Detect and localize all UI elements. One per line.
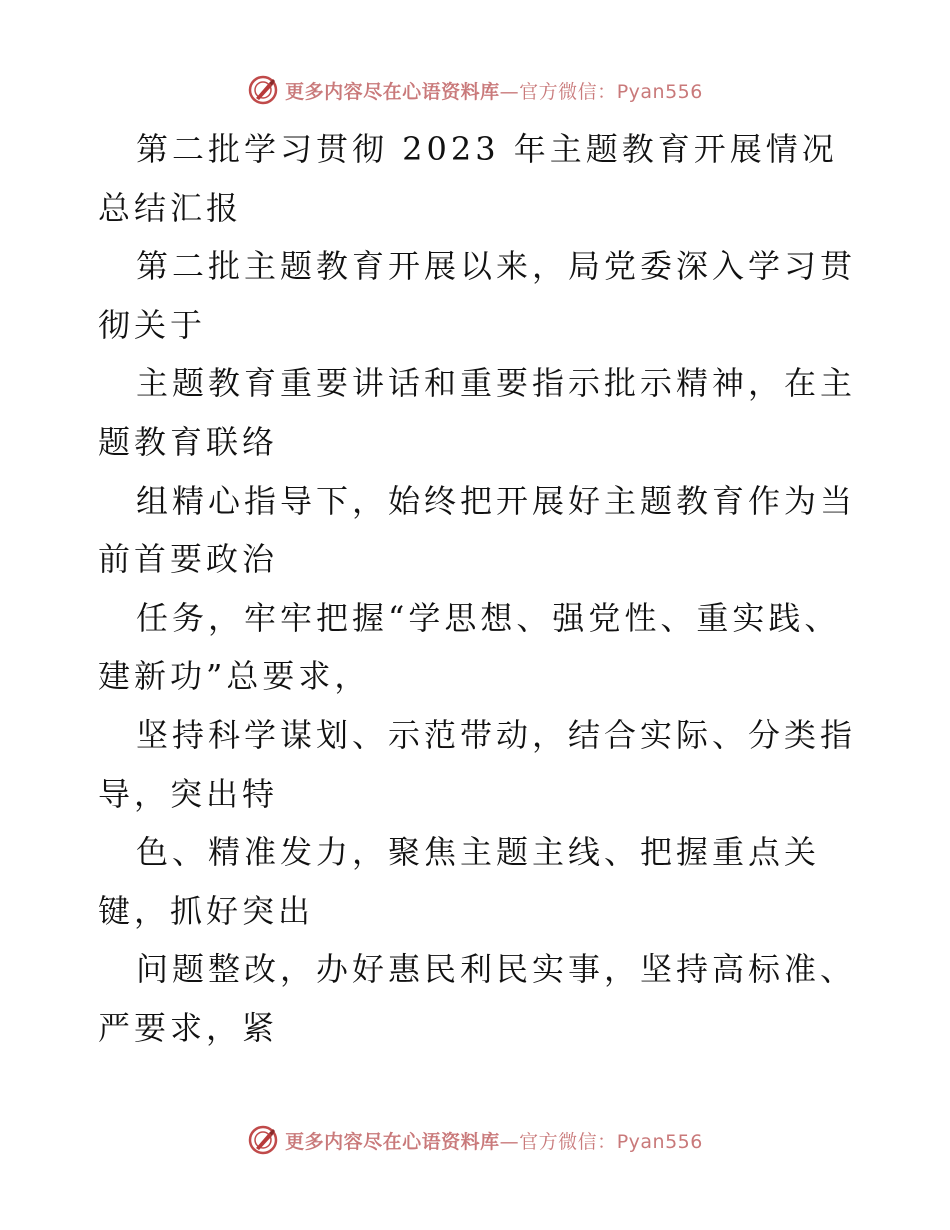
footer-banner-text: 更多内容尽在心语资料库—官方微信：Pyan556 — [285, 1130, 703, 1153]
pen-circle-icon — [247, 74, 279, 106]
header-banner — [0, 72, 950, 108]
paragraph: 主题教育重要讲话和重要指示批示精神，在主题教育联络 — [98, 364, 857, 461]
footer-banner — [0, 1122, 950, 1158]
paragraph: 坚持科学谋划、示范带动，结合实际、分类指导，突出特 — [98, 715, 857, 813]
paragraph: 任务，牢牢把握“学思想、强党性、重实践、建新功”总要求， — [98, 598, 841, 696]
paragraph: 问题整改，办好惠民利民实事，坚持高标准、严要求，紧 — [98, 950, 857, 1047]
paragraph: 第二批主题教育开展以来，局党委深入学习贯彻关于 — [98, 247, 857, 344]
document-body — [98, 120, 858, 1058]
paragraph: 色、精准发力，聚焦主题主线、把握重点关键，抓好突出 — [98, 833, 821, 930]
document-title: 第二批学习贯彻 2023 年主题教育开展情况总结汇报 — [98, 130, 838, 227]
header-banner-text: 更多内容尽在心语资料库—官方微信：Pyan556 — [285, 80, 703, 103]
pen-circle-icon — [247, 1124, 279, 1156]
paragraph: 组精心指导下，始终把开展好主题教育作为当前首要政治 — [98, 481, 857, 579]
